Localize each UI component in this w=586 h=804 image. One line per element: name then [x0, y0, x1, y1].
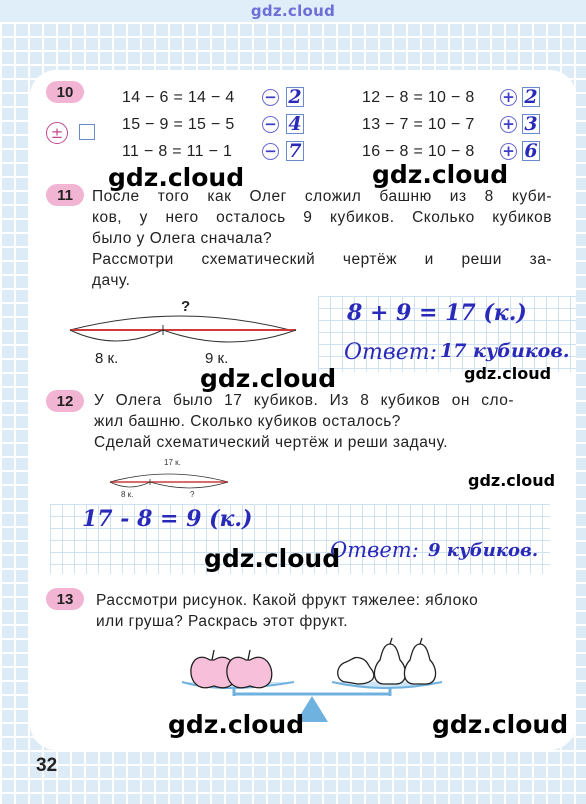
t10-left-answer-1[interactable]: 2 [286, 87, 304, 107]
t13-line-2: или груша? Раскрась этот фрукт. [96, 613, 349, 630]
watermark-8: gdz.cloud [432, 710, 569, 739]
t12-diagram-right-label: ? [190, 490, 195, 499]
t10-right-op-3: + [500, 143, 517, 160]
t11-diagram-right-label: 9 к. [205, 350, 229, 367]
t11-bottom-brace-left [70, 330, 163, 341]
t11-answer-word: Ответ: [344, 340, 437, 365]
t13-line-1: Рассмотри рисунок. Какой фрукт тяжелее: яблоко [96, 592, 479, 609]
top-watermark: gdz.cloud [250, 2, 336, 20]
pear-2-icon [374, 638, 405, 684]
t10-right-expr-1: 12 − 8 = 10 − 8 [362, 89, 475, 106]
t11-answer-text: 17 кубиков. [440, 340, 570, 362]
t12-top-brace [110, 474, 228, 482]
t11-top-brace [70, 316, 290, 330]
t10-right-op-1: + [500, 89, 517, 106]
t10-left-expr-3: 11 − 8 = 11 − 1 [122, 143, 233, 160]
watermark-4: gdz.cloud [464, 364, 552, 383]
t10-left-op-3: − [262, 143, 279, 160]
task-10-badge: 10 [46, 81, 84, 103]
apple-2-icon [227, 650, 272, 688]
pear-3-icon [404, 638, 435, 684]
task-11-badge: 11 [46, 184, 84, 206]
t12-diagram-left-label: 8 к. [121, 490, 134, 499]
t10-left-op-2: − [262, 116, 279, 133]
plus-minus-marker [46, 122, 68, 144]
t11-diagram-top-label: ? [181, 298, 191, 315]
plus-minus-symbol: ± [50, 124, 64, 142]
watermark-5: gdz.cloud [468, 471, 556, 490]
t12-answer-text: 9 кубиков. [428, 540, 539, 561]
t10-left-answer-2[interactable]: 4 [286, 114, 304, 134]
watermark-1: gdz.cloud [108, 163, 245, 192]
t12-line-1: У Олега было 17 кубиков. Из 8 кубиков он сло- [94, 392, 514, 409]
task-13-text [96, 590, 556, 632]
empty-checkbox-icon [79, 124, 95, 140]
t10-left-answer-3[interactable]: 7 [286, 141, 304, 161]
watermark-6: gdz.cloud [204, 544, 341, 573]
t10-left-op-1: − [262, 89, 279, 106]
t11-solution: 8 + 9 = 17 (к.) [347, 300, 527, 326]
pear-1-icon [338, 657, 374, 684]
t12-bottom-brace-right [150, 482, 228, 488]
t10-right-answer-1[interactable]: 2 [522, 87, 540, 107]
t10-right-answer-2[interactable]: 3 [522, 114, 540, 134]
task-13-badge: 13 [46, 588, 84, 610]
t11-line-2: ков, у него осталось 9 кубиков. Сколько кубиков [92, 209, 552, 226]
t11-line-5: дачу. [92, 272, 131, 289]
t12-line-2: жил башню. Сколько кубиков осталось? [94, 413, 401, 430]
t10-right-op-2: + [500, 116, 517, 133]
task-11-text [92, 186, 552, 291]
t10-left-expr-1: 14 − 6 = 14 − 4 [122, 89, 235, 106]
task-12-badge: 12 [46, 390, 84, 412]
watermark-7: gdz.cloud [168, 710, 305, 739]
t11-line-1: После того как Олег сложил башню из 8 куби- [92, 188, 552, 205]
t10-right-expr-2: 13 − 7 = 10 − 7 [362, 116, 475, 133]
t11-bottom-brace-right [163, 330, 296, 342]
watermark-2: gdz.cloud [372, 160, 509, 189]
page-number: 32 [36, 755, 58, 776]
t10-right-expr-3: 16 − 8 = 10 − 8 [362, 143, 475, 160]
t12-line-3: Сделай схематический чертёж и реши задачу. [94, 434, 449, 451]
t11-diagram-left-label: 8 к. [95, 350, 119, 367]
t12-answer-word: Ответ: [330, 538, 419, 562]
t12-diagram-top-label: 17 к. [164, 458, 181, 467]
watermark-3: gdz.cloud [200, 364, 337, 393]
t12-solution: 17 - 8 = 9 (к.) [82, 506, 253, 532]
t11-line-4: Рассмотри схематический чертёж и реши за- [92, 251, 552, 268]
t10-left-expr-2: 15 − 9 = 15 − 5 [122, 116, 235, 133]
t10-right-answer-3[interactable]: 6 [522, 141, 540, 161]
t11-line-3: было у Олега сначала? [92, 230, 273, 247]
task-12-text [94, 390, 514, 453]
